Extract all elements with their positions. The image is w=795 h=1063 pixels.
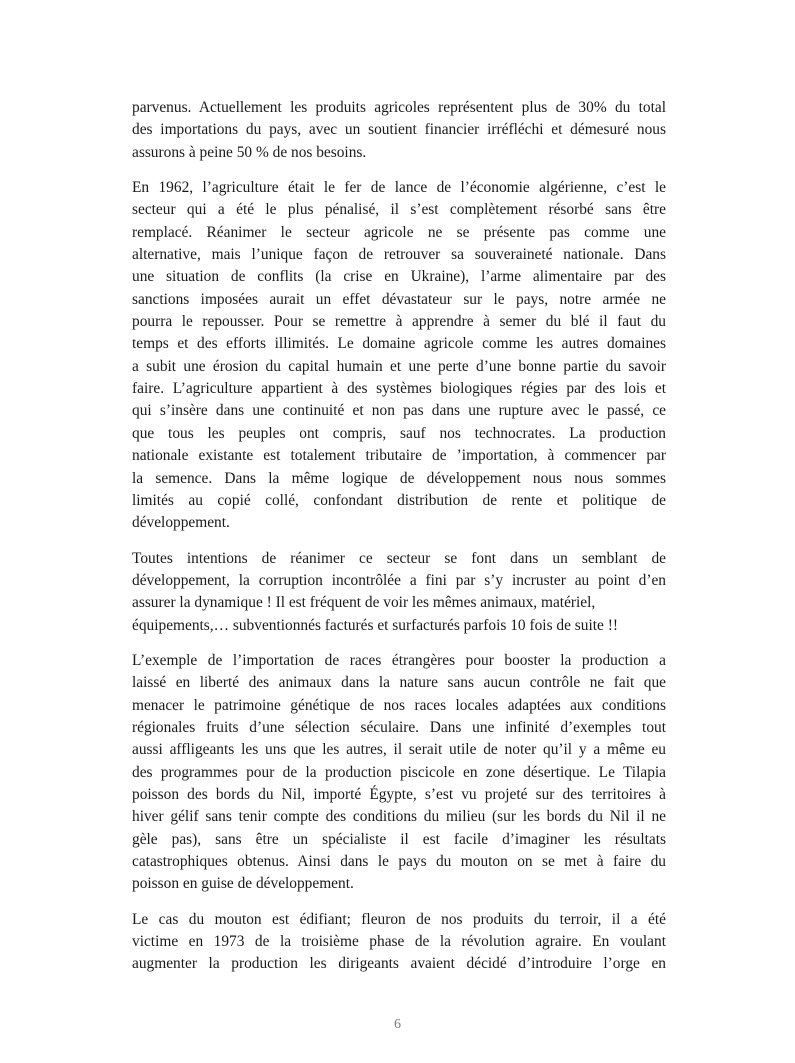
text-line: Le cas du mouton est édifiant; fleuron de nos produits du terroir, il a été [132, 910, 666, 928]
text-line: régionales fruits d’une sélection séculaire. Dans une infinité d’exemples tout [132, 718, 666, 736]
text-line: développement, la corruption incontrôlée a fini par s’y incruster au point d’en [132, 571, 666, 589]
paragraph-agriculture-1962 [132, 177, 666, 535]
text-line: poisson des bords du Nil, importé Égypte, s’est vu projeté sur des territoires à [132, 785, 666, 803]
text-line: a subit une érosion du capital humain et une perte d’une bonne partie du savoir [132, 357, 666, 375]
text-line: alternative, mais l’unique façon de retrouver sa souveraineté nationale. Dans [132, 246, 666, 264]
text-line: sanctions imposées aurait un effet dévastateur sur le pays, notre armée ne [132, 290, 666, 308]
text-line: catastrophiques obtenus. Ainsi dans le pays du mouton on se met à faire du [132, 853, 666, 870]
text-line: En 1962, l’agriculture était le fer de lance de l’économie algérienne, c’est le [132, 179, 666, 197]
text-line: aussi affligeants les uns que les autres, il serait utile de noter qu’il y a même eu [132, 741, 666, 759]
page-number: 6 [394, 1017, 401, 1032]
text-line: que tous les peuples ont compris, sauf nos technocrates. La production [132, 424, 666, 442]
text-line: nationale existante est totalement tributaire de ’importation, à commencer par [132, 447, 666, 465]
text-line: hiver gélif sans tenir compte des conditions du milieu (sur les bords du Nil il ne [132, 808, 666, 826]
paragraph-sheep [132, 909, 666, 976]
text-line: Toutes intentions de réanimer ce secteur se font dans un semblant de [132, 549, 666, 567]
text-line: une situation de conflits (la crise en Ukraine), l’arme alimentaire par des [132, 268, 666, 286]
paragraph-imports [132, 97, 666, 164]
text-line: augmenter la production les dirigeants avaient décidé d’introduire l’orge en [132, 955, 666, 973]
text-line: faire. L’agriculture appartient à des systèmes biologiques régies par des lois et [132, 380, 666, 398]
text-line: assurons à peine 50 % de nos besoins. [132, 143, 367, 161]
text-line: secteur qui a été le plus pénalisé, il s’est complètement résorbé sans être [132, 201, 666, 219]
text-line: équipements,… subventionnés facturés et surfacturés parfois 10 fois de suite !! [132, 616, 618, 634]
text-line: développement. [132, 514, 230, 532]
paragraph-corruption [132, 548, 666, 637]
text-line: qui s’insère dans une continuité et non pas dans une rupture avec le passé, ce [132, 402, 666, 420]
text-line: des importations du pays, avec un soutient financier irréfléchi et démesuré nous [132, 121, 666, 139]
text-line: limités au copié collé, confondant distribution de rente et politique de [132, 491, 666, 509]
text-line: victime en 1973 de la troisième phase de la révolution agraire. En voulant [132, 933, 666, 951]
text-line: parvenus. Actuellement les produits agricoles représentent plus de 30% du total [132, 99, 666, 116]
text-line: pourra le repousser. Pour se remettre à apprendre à semer du blé il faut du [132, 313, 666, 331]
text-line: gèle pas), sans être un spécialiste il est facile d’imaginer les résultats [132, 830, 666, 848]
text-line: laissé en liberté des animaux dans la nature sans aucun contrôle ne fait que [132, 674, 666, 692]
text-line: poisson en guise de développement. [132, 875, 354, 893]
text-line: remplacé. Réanimer le secteur agricole ne se présente pas comme une [132, 223, 666, 241]
text-line: temps et des efforts illimités. Le domaine agricole comme les autres domaines [132, 335, 666, 353]
text-line: la semence. Dans la même logique de développement nous nous sommes [132, 469, 666, 487]
text-line: menacer le patrimoine génétique de nos races locales adaptées aux conditions [132, 696, 666, 714]
page-body [132, 97, 666, 989]
text-line: des programmes pour de la production piscicole en zone désertique. Le Tilapia [132, 763, 666, 781]
text-line: assurer la dynamique ! Il est fréquent de voir les mêmes animaux, matériel, [132, 594, 596, 612]
paragraph-imported-breeds [132, 650, 666, 896]
text-line: L’exemple de l’importation de races étrangères pour booster la production a [132, 651, 666, 669]
